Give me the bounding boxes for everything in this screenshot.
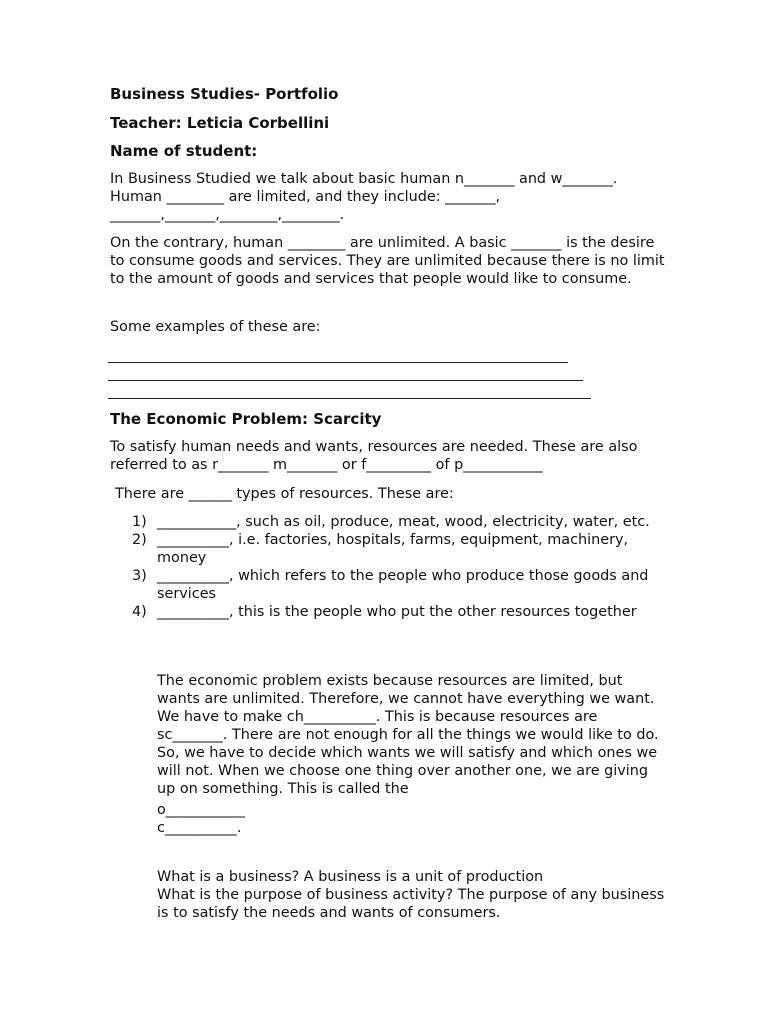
document-title: Business Studies- Portfolio [110, 85, 339, 103]
list-number: 4) [132, 604, 147, 620]
cost-blank: c__________. [157, 820, 242, 836]
list-item-text: __________, which refers to the people who produce those goods and services [157, 568, 649, 602]
scarcity-heading: The Economic Problem: Scarcity [110, 410, 382, 428]
list-item-text: ___________, such as oil, produce, meat, wood, electricity, water, etc. [157, 514, 650, 530]
business-purpose: What is the purpose of business activity? The purpose of any business is to satisfy the needs and wants of consumers. [157, 887, 665, 921]
economic-problem-paragraph: The economic problem exists because resources are limited, but wants are unlimited. Therefore, we cannot have everything we want. We have to make ch__________. This is because resources are sc_______. There are not enough for all the things we would like to do. So, we have to decide which wants we will satisfy and which ones we will not. When we choose one thing over another one, we are giving up on something. This is called the [157, 673, 659, 797]
intro-paragraph-needs-wants: In Business Studied we talk about basic human n_______ and w_______. Human ________ are limited, and they include: _______, _______,_______,________,________. [110, 171, 618, 223]
list-item [132, 567, 672, 603]
resources-paragraph: To satisfy human needs and wants, resources are needed. These are also referred to as r_______ m_______ or f_________ of p___________ [110, 439, 638, 473]
answer-line-1 [108, 362, 568, 363]
student-name-label: Name of student: [110, 142, 258, 160]
opportunity-blank: o___________ [157, 802, 245, 818]
types-of-resources-intro: There are ______ types of resources. These are: [115, 486, 454, 502]
answer-line-2 [108, 380, 583, 381]
teacher-line: Teacher: Leticia Corbellini [110, 114, 330, 132]
business-definition: What is a business? A business is a unit of production [157, 869, 544, 885]
list-number: 2) [132, 532, 147, 548]
intro-paragraph-unlimited-wants: On the contrary, human ________ are unlimited. A basic _______ is the desire to consume goods and services. They are unlimited because there is no limit to the amount of goods and services that people would like to consume. [110, 235, 665, 287]
list-item-text: __________, this is the people who put the other resources together [157, 604, 637, 620]
list-number: 3) [132, 568, 147, 584]
examples-prompt: Some examples of these are: [110, 319, 321, 335]
list-item [132, 531, 672, 567]
list-item [132, 603, 672, 621]
answer-line-3 [108, 398, 591, 399]
list-number: 1) [132, 514, 147, 530]
list-item [132, 513, 672, 531]
resource-types-list [132, 513, 672, 621]
list-item-text: __________, i.e. factories, hospitals, farms, equipment, machinery, money [157, 532, 629, 566]
